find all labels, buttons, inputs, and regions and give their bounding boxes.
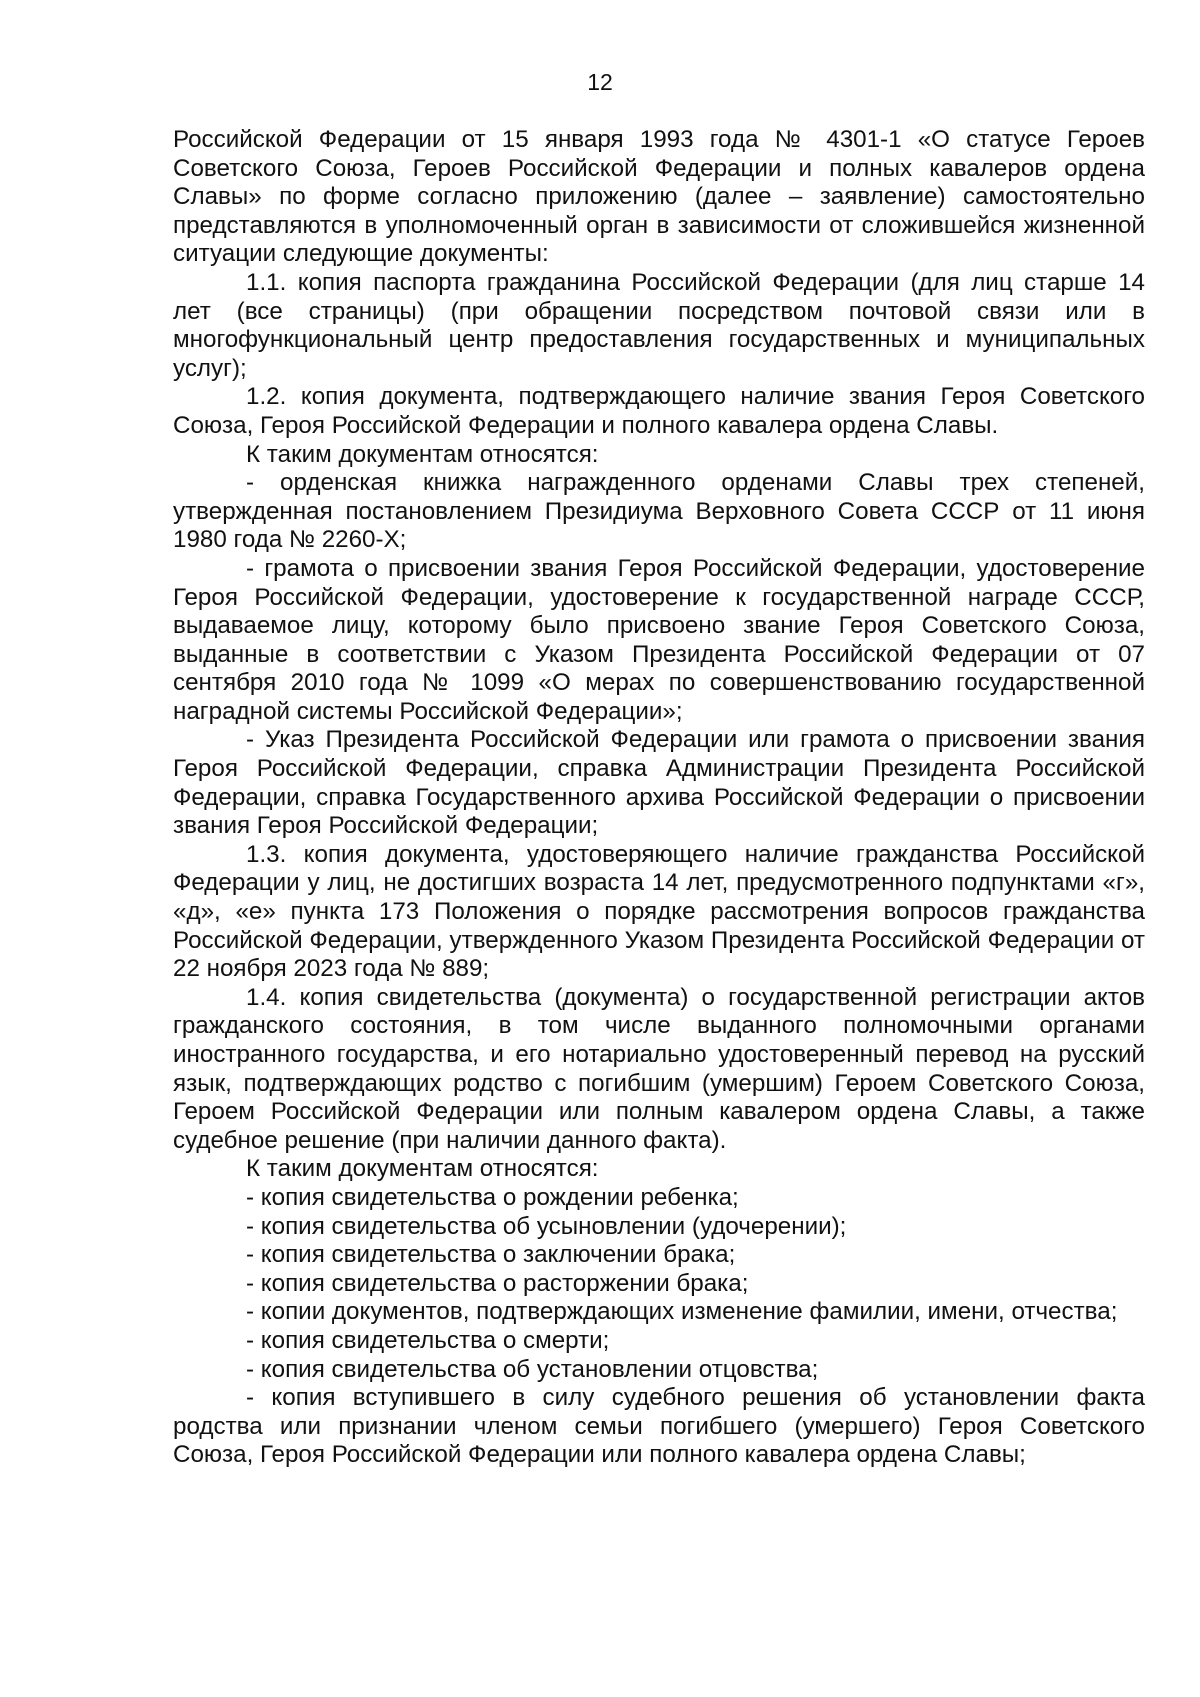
list-item: - копии документов, подтверждающих изменение фамилии, имени, отчества; (246, 1298, 1118, 1326)
page-number: 12 (587, 69, 613, 95)
list-item: - копия свидетельства об установлении отцовства; (246, 1355, 819, 1383)
list-item: - орденская книжка награжденного орденами Славы трех степеней, утвержденная постановлением Президиума Верховного Совета СССР от 11 июня 1980 года № 2260-X; (173, 469, 1145, 554)
list-item: - копия свидетельства о заключении брака; (246, 1241, 736, 1269)
paragraph-documents-intro: К таким документам относятся: (246, 440, 599, 468)
list-item: - копия свидетельства об усыновлении (удочерении); (246, 1212, 847, 1240)
paragraph-item-1-2: 1.2. копия документа, подтверждающего наличие звания Героя Советского Союза, Героя Российской Федерации и полного кавалера ордена Славы. (173, 383, 1145, 439)
paragraph-documents-intro: К таким документам относятся: (246, 1155, 599, 1183)
paragraph-continuation: Российской Федерации от 15 января 1993 года № 4301-1 «О статусе Героев Советского Союза, Героев Российской Федерации и полных кавалеров ордена Славы» по форме согласно приложению (далее – заявление) самостоятельно представляются в уполномоченный орган в зависимости от сложившейся жизненной ситуации следующие документы: (173, 126, 1145, 268)
list-item: - копия свидетельства о смерти; (246, 1326, 610, 1354)
paragraph-item-1-4: 1.4. копия свидетельства (документа) о государственной регистрации актов гражданского состояния, в том числе выданного полномочными органами иностранного государства, и его нотариально удостоверенный перевод на русский язык, подтверждающих родство с погибшим (умершим) Героем Советского Союза, Героем Российской Федерации или полным кавалером ордена Славы, а также судебное решение (при наличии данного факта). (173, 983, 1145, 1154)
list-item: - грамота о присвоении звания Героя Российской Федерации, удостоверение Героя Российской Федерации, удостоверение к государственной награде СССР, выдаваемое лицу, которому было присвоено звание Героя Советского Союза, выданные в соответствии с Указом Президента Российской Федерации от 07 сентября 2010 года № 1099 «О мерах по совершенствованию государственной наградной системы Российской Федерации»; (173, 554, 1145, 725)
list-item: - Указ Президента Российской Федерации или грамота о присвоении звания Героя Российской Федерации, справка Администрации Президента Российской Федерации, справка Государственного архива Российской Федерации о присвоении звания Героя Российской Федерации; (173, 726, 1145, 840)
document-body (173, 126, 1145, 1470)
list-item: - копия вступившего в силу судебного решения об установлении факта родства или признании членом семьи погибшего (умершего) Героя Советского Союза, Героя Российской Федерации или полного кавалера ордена Славы; (173, 1384, 1145, 1469)
list-item: - копия свидетельства о расторжении брака; (246, 1269, 749, 1297)
paragraph-item-1-1: 1.1. копия паспорта гражданина Российской Федерации (для лиц старше 14 лет (все страницы) (при обращении посредством почтовой связи или в многофункциональный центр предоставления государственных и муниципальных услуг); (173, 268, 1145, 382)
paragraph-item-1-3: 1.3. копия документа, удостоверяющего наличие гражданства Российской Федерации у лиц, не достигших возраста 14 лет, предусмотренного подпунктами «г», «д», «е» пункта 173 Положения о порядке рассмотрения вопросов гражданства Российской Федерации, утвержденного Указом Президента Российской Федерации от 22 ноября 2023 года № 889; (173, 840, 1145, 983)
list-item: - копия свидетельства о рождении ребенка; (246, 1183, 739, 1211)
